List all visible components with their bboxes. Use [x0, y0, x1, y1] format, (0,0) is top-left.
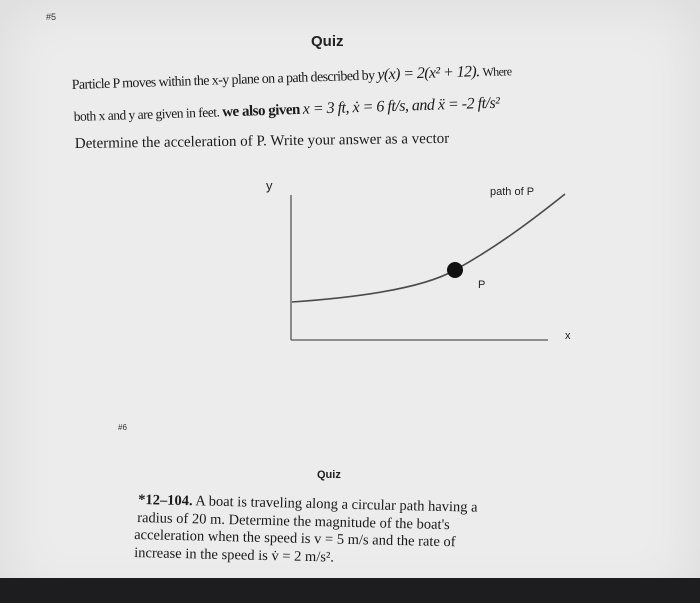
problem-6-line-3: acceleration when the speed is v = 5 m/s and the rate of	[134, 527, 456, 551]
x-axis-label: x	[565, 330, 571, 342]
problem-6-line-1-text: A boat is traveling along a circular path having a	[195, 493, 478, 516]
path-equation: y(x) = 2(x² + 12).	[377, 63, 480, 84]
path-label: path of P	[490, 186, 535, 198]
where-text: Where	[482, 64, 512, 80]
given-text: we also given	[221, 101, 301, 121]
background-edge	[0, 578, 700, 603]
problem-5-line-3: Determine the acceleration of P. Write your answer as a vector	[74, 130, 450, 153]
particle-p-dot	[447, 262, 463, 278]
problem-5-number: #5	[46, 12, 57, 22]
problem-5-title: Quiz	[311, 33, 344, 50]
problem-6-id: *12–104.	[138, 492, 193, 510]
given-values: x = 3 ft, ẋ = 6 ft/s, and ẍ = -2 ft/s²	[302, 94, 500, 118]
y-axis-label: y	[266, 178, 273, 193]
point-p-label: P	[478, 279, 486, 291]
problem-6-line-2: radius of 20 m. Determine the magnitude of the boat's	[137, 510, 450, 534]
particle-path	[292, 194, 565, 302]
problem-5-line-2-text: both x and y are given in feet.	[73, 104, 220, 125]
problem-6-line-4: increase in the speed is v̇ = 2 m/s².	[134, 545, 335, 566]
problem-6-title: Quiz	[317, 469, 341, 481]
problem-6-number: #6	[118, 423, 127, 432]
problem-5-line-1-text: Particle P moves within the x-y plane on a path described by	[71, 68, 375, 94]
